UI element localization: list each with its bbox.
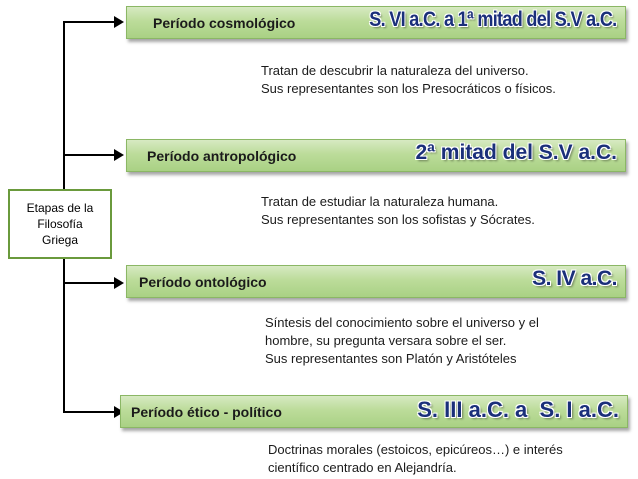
branch-line-1 (63, 21, 115, 23)
branch-line-4 (63, 411, 115, 413)
description-line: Sus representantes son Platón y Aristóteles (265, 351, 517, 366)
description-line: Tratan de estudiar la naturaleza humana. (261, 194, 499, 209)
root-node-etapas (8, 189, 112, 259)
period-band-antropologico (126, 139, 626, 172)
root-line-1: Etapas de la (26, 201, 94, 215)
description-line: Sus representantes son los sofistas y Sócrates. (261, 212, 535, 227)
period-band-etico-politico (120, 395, 628, 428)
description-line: Síntesis del conocimiento sobre el universo y el (265, 315, 539, 330)
description-line: Tratan de descubrir la naturaleza del universo. (261, 63, 529, 78)
period-label: Período antropológico (147, 148, 297, 164)
root-line-2: Filosofía (37, 217, 83, 231)
period-description-antropologico (261, 193, 535, 229)
period-description-etico-politico (268, 441, 563, 477)
period-band-ontologico (126, 265, 626, 298)
period-date: S. III a.C. a S. I a.C. (417, 397, 619, 422)
period-date: 2ª mitad del S.V a.C. (415, 141, 617, 164)
branch-arrow-2 (114, 149, 124, 161)
branch-line-3 (63, 282, 115, 284)
branch-line-2 (63, 154, 115, 156)
root-line-3: Griega (41, 233, 79, 247)
vertical-trunk-line (63, 22, 65, 181)
description-line: hombre, su pregunta versara sobre el ser. (265, 333, 507, 348)
period-band-cosmologico (126, 6, 626, 39)
description-line: Sus representantes son los Presocráticos o físicos. (261, 81, 556, 96)
period-label: Período ético - político (131, 404, 282, 420)
period-label: Período cosmológico (153, 15, 296, 31)
period-date: S. IV a.C. (532, 267, 617, 290)
description-line: Doctrinas morales (estoicos, epicúreos…) e interés (268, 442, 563, 457)
branch-arrow-1 (114, 16, 124, 28)
period-description-cosmologico (261, 62, 556, 98)
period-date: S. VI a.C. a 1ª mitad del S.V a.C. (369, 8, 617, 31)
period-description-ontologico (265, 314, 539, 368)
branch-arrow-3 (114, 277, 124, 289)
description-line: científico centrado en Alejandría. (268, 460, 457, 475)
period-label: Período ontológico (139, 274, 267, 290)
